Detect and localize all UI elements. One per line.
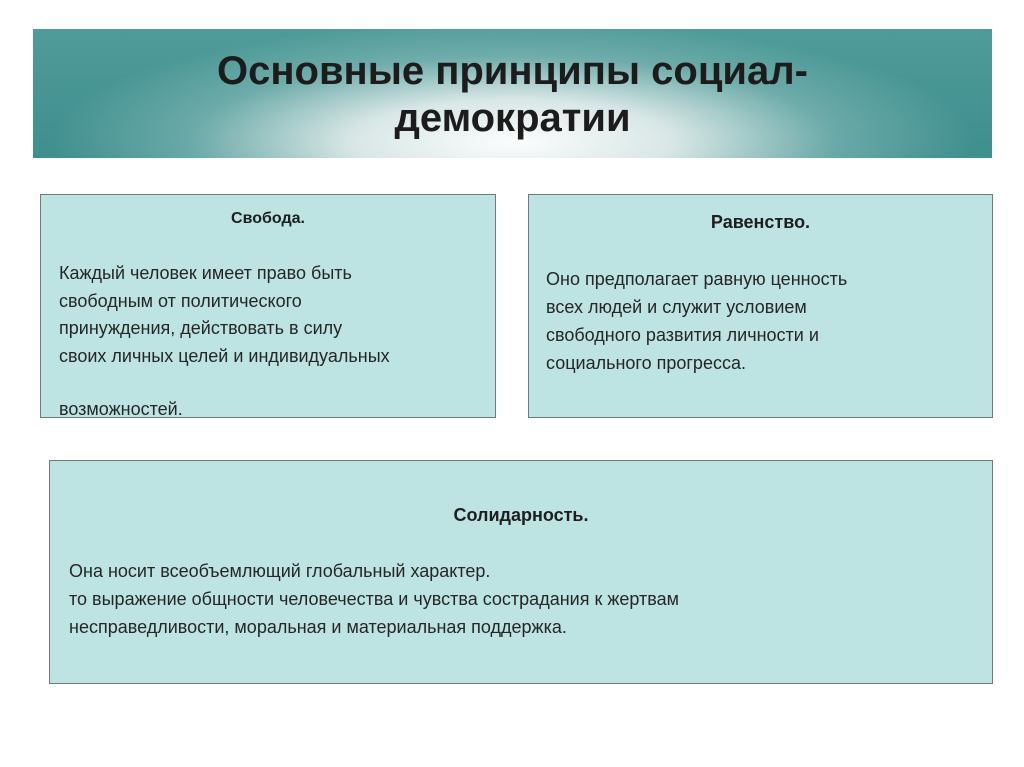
solidarity-line: Она носит всеобъемлющий глобальный характер. [69, 561, 491, 581]
equality-text [546, 265, 986, 377]
freedom-line: Каждый человек имеет право быть [59, 263, 352, 283]
freedom-heading: Свобода. [231, 210, 305, 227]
freedom-line: принуждения, действовать в силу [59, 318, 343, 338]
freedom-card [40, 194, 496, 418]
equality-line: Оно предполагает равную ценность [546, 269, 848, 289]
freedom-line: свободным от политического [59, 290, 302, 311]
freedom-line: своих личных целей и индивидуальных [59, 345, 390, 366]
equality-heading: Равенство. [710, 212, 811, 232]
slide-title: Основные принципы социал-демократии [216, 49, 808, 140]
equality-line: свободного развития личности и [546, 325, 819, 345]
solidarity-text [69, 557, 979, 641]
equality-line: социального прогресса. [546, 353, 746, 373]
freedom-line: возможностей. [59, 399, 183, 419]
equality-line: всех людей и служит условием [546, 297, 807, 317]
freedom-text [59, 260, 491, 424]
solidarity-card [49, 460, 993, 684]
title-banner [33, 29, 992, 158]
equality-card [528, 194, 993, 418]
solidarity-line: несправедливости, моральная и материальная поддержка. [69, 617, 567, 637]
solidarity-heading: Солидарность. [453, 505, 589, 525]
solidarity-line: то выражение общности человечества и чувства сострадания к жертвам [69, 589, 679, 609]
